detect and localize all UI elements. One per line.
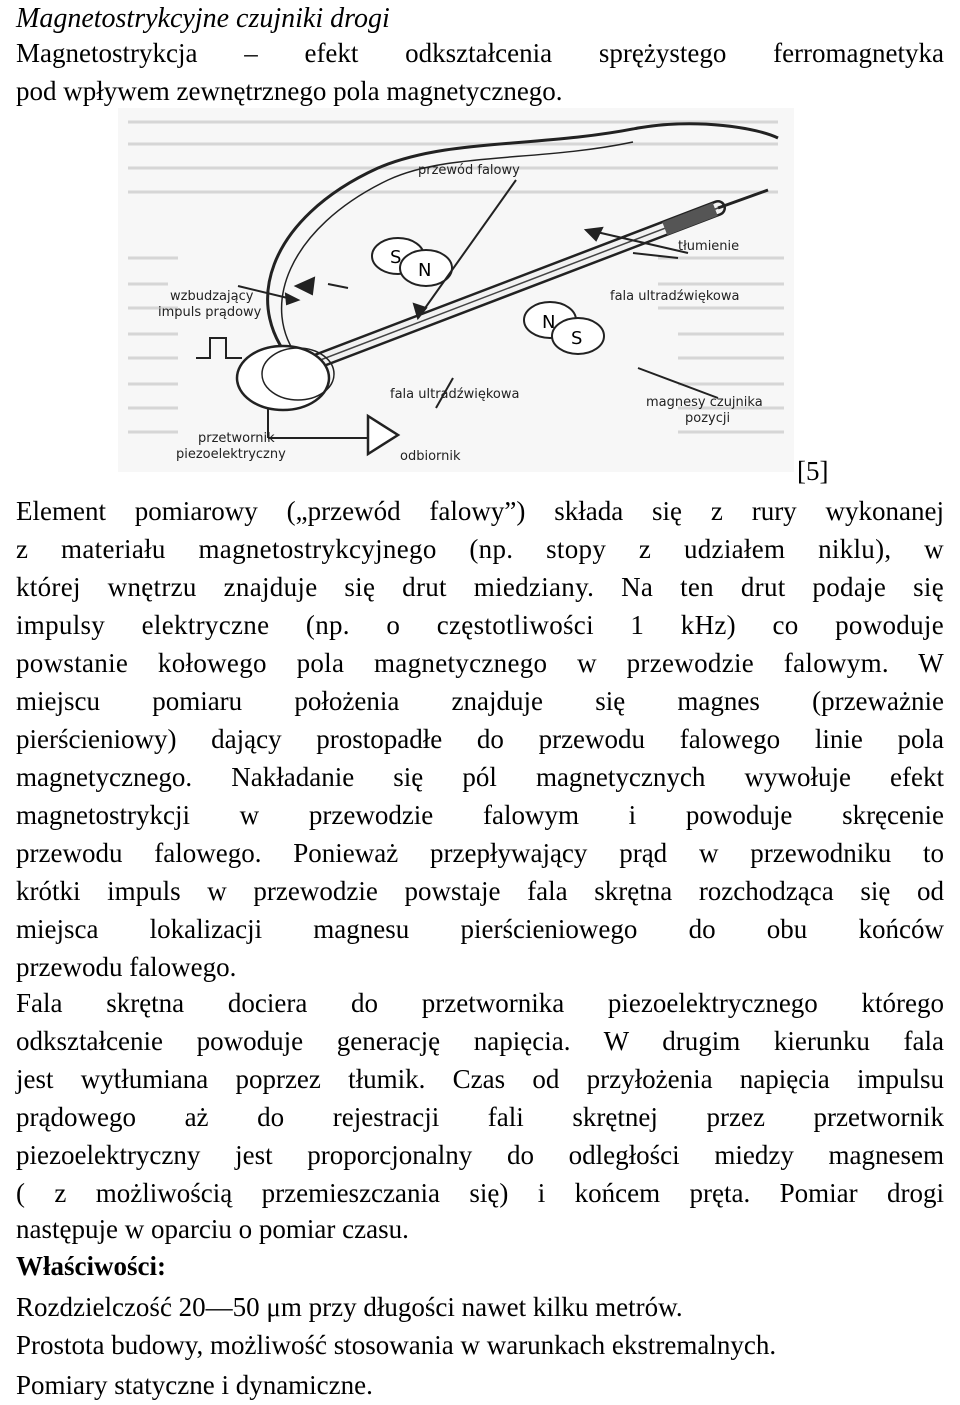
property-item: Prostota budowy, możliwość stosowania w warunkach ekstremalnych.: [16, 1330, 777, 1360]
body-line: Fala skrętna dociera do przetwornika piezoelektrycznego którego: [16, 988, 944, 1018]
body-line: przewodu falowego. Ponieważ przepływający prąd w przewodniku to: [16, 838, 944, 868]
page-title: Magnetostrykcyjne czujniki drogi: [16, 3, 390, 34]
receiver-amplifier: [368, 416, 398, 454]
body-line: Element pomiarowy („przewód falowy”) składa się z rury wykonanej: [16, 496, 944, 526]
body-line: powstanie kołowego pola magnetycznego w przewodzie falowym. W: [16, 648, 944, 678]
property-item: Rozdzielczość 20—50 μm przy długości nawet kilku metrów.: [16, 1292, 683, 1322]
svg-text:odbiornik: odbiornik: [400, 449, 461, 464]
svg-text:S: S: [571, 328, 583, 349]
body-line: magnetycznego. Nakładanie się pól magnetycznych wywołuje efekt: [16, 762, 944, 792]
svg-text:N: N: [542, 312, 556, 333]
body-line: której wnętrzu znajduje się drut miedziany. Na ten drut podaje się: [16, 572, 944, 602]
body-line: miejscu pomiaru położenia znajduje się magnes (przeważnie: [16, 686, 944, 716]
body-line: miejsca lokalizacji magnesu pierścieniowego do obu końców: [16, 914, 944, 944]
svg-text:magnesy czujnika: magnesy czujnika: [646, 395, 763, 410]
svg-text:impuls prądowy: impuls prądowy: [158, 305, 262, 320]
body-line: przewodu falowego.: [16, 952, 237, 982]
body-line: ( z możliwością przemieszczania się) i końcem pręta. Pomiar drogi: [16, 1178, 944, 1208]
svg-text:pozycji: pozycji: [685, 411, 731, 426]
figure-reference: [5]: [797, 456, 829, 486]
magnet-bottom: [524, 302, 604, 354]
svg-text:wzbudzający: wzbudzający: [170, 289, 254, 304]
svg-text:tłumienie: tłumienie: [678, 239, 740, 254]
body-line: piezoelektryczny jest proporcjonalny do odległości miedzy magnesem: [16, 1140, 944, 1170]
body-line: pierścieniowy) dający prostopadłe do przewodu falowego linie pola: [16, 724, 944, 754]
body-line: impulsy elektryczne (np. o częstotliwości 1 kHz) co powoduje: [16, 610, 944, 640]
svg-text:N: N: [418, 260, 432, 281]
properties-heading: Właściwości:: [16, 1251, 166, 1281]
body-line: prądowego aż do rejestracji fali skrętnej przez przetwornik: [16, 1102, 944, 1132]
intro-line-1: Magnetostrykcja – efekt odkształcenia sprężystego ferromagnetyka: [16, 38, 944, 68]
property-item: Pomiary statyczne i dynamiczne.: [16, 1370, 373, 1400]
intro-line-2: pod wpływem zewnętrznego pola magnetycznego.: [16, 76, 563, 106]
body-line: jest wytłumiana poprzez tłumik. Czas od przyłożenia napięcia impulsu: [16, 1064, 944, 1094]
body-line: następuje w oparciu o pomiar czasu.: [16, 1214, 409, 1244]
svg-text:fala ultradźwiękowa: fala ultradźwiękowa: [610, 289, 740, 304]
svg-text:piezoelektryczny: piezoelektryczny: [176, 447, 286, 462]
body-line: odkształcenie powoduje generację napięcia. W drugim kierunku fala: [16, 1026, 944, 1056]
body-line: z materiału magnetostrykcyjnego (np. stopy z udziałem niklu), w: [16, 534, 944, 564]
sensor-diagram: [118, 108, 794, 472]
svg-text:przetwornik: przetwornik: [198, 431, 275, 446]
svg-text:fala ultradźwiękowa: fala ultradźwiękowa: [390, 387, 520, 402]
svg-text:przewód falowy: przewód falowy: [418, 163, 520, 178]
svg-text:S: S: [390, 247, 402, 268]
body-line: krótki impuls w przewodzie powstaje fala skrętna rozchodząca się od: [16, 876, 944, 906]
body-line: magnetostrykcji w przewodzie falowym i powoduje skręcenie: [16, 800, 944, 830]
magnet-top: [372, 238, 452, 286]
pulse-symbol: [196, 338, 242, 358]
